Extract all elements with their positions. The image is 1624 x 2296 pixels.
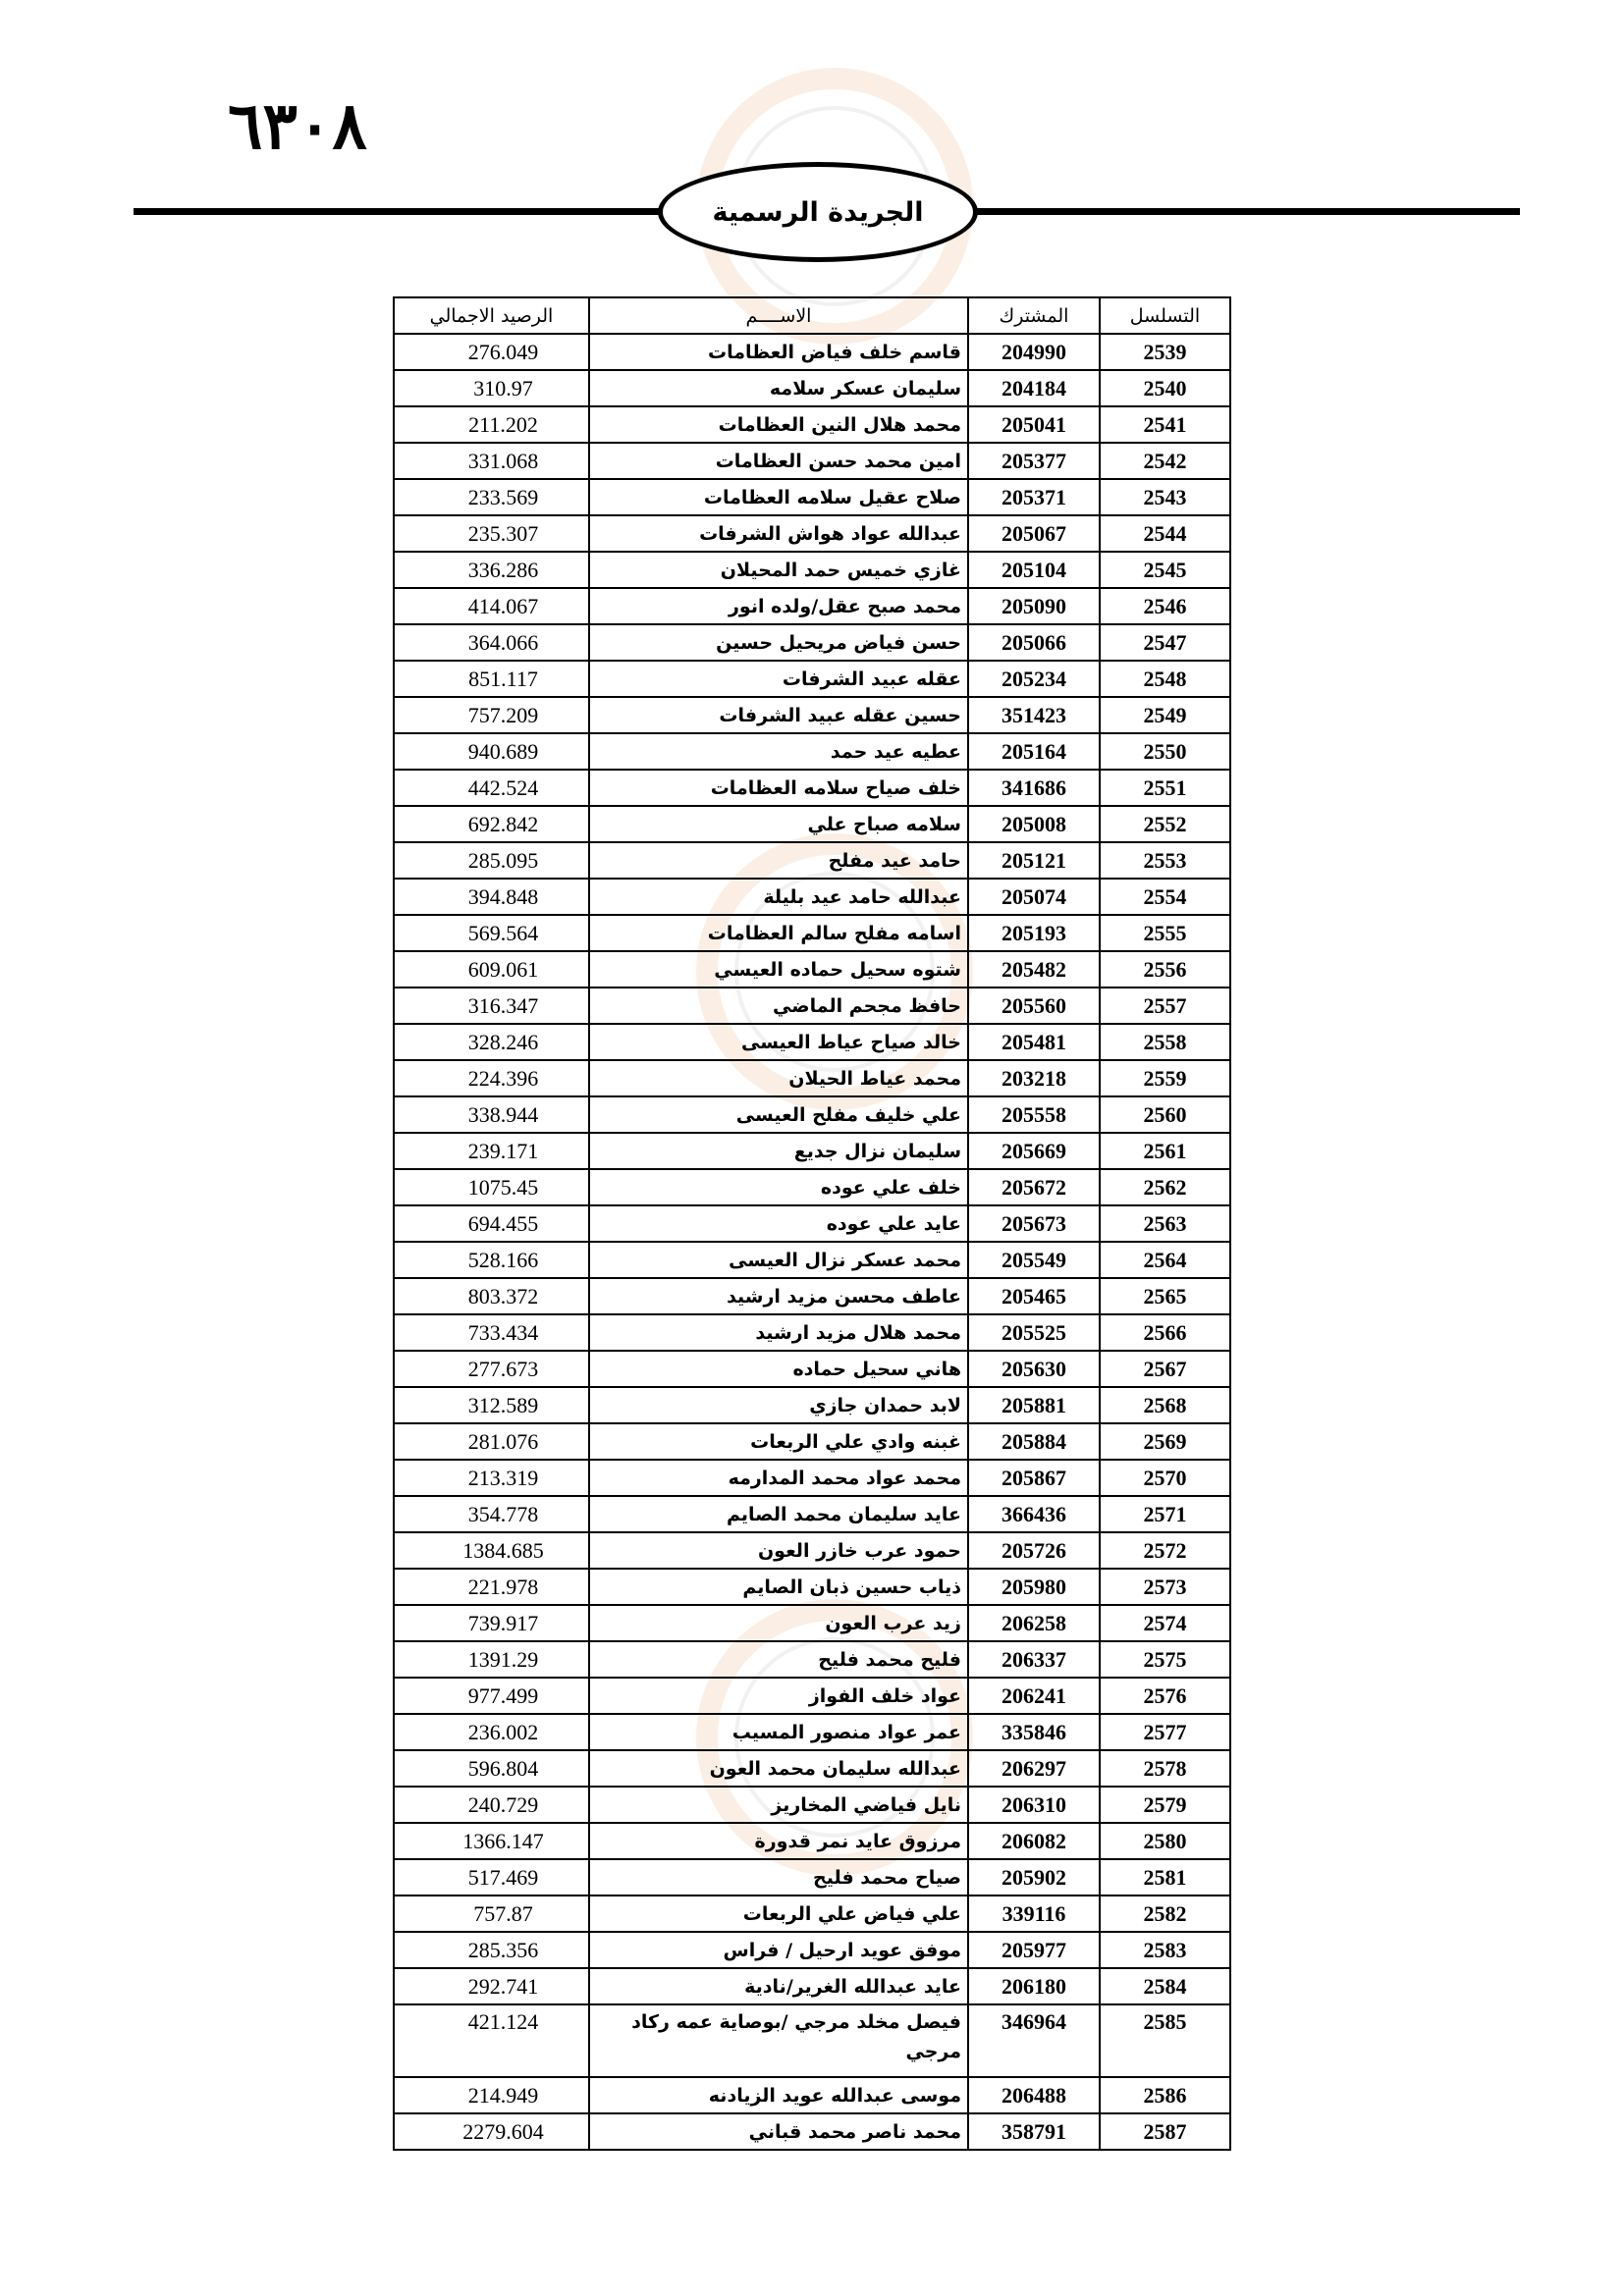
table-row <box>394 2004 1230 2077</box>
balance-cell: 421.124 <box>394 2004 589 2077</box>
table-row <box>394 588 1230 624</box>
name-cell: مرزوق عايد نمر قدورة <box>589 1823 968 1859</box>
name-cell: علي فياض علي الربعات <box>589 1896 968 1932</box>
table-row <box>394 1641 1230 1678</box>
balance-cell: 528.166 <box>394 1242 589 1278</box>
subscriber-cell: 205104 <box>968 552 1100 588</box>
gazette-title-badge <box>658 162 978 262</box>
subscriber-cell: 204990 <box>968 334 1100 370</box>
subscriber-cell: 205549 <box>968 1242 1100 1278</box>
column-header-balance: الرصيد الاجمالي <box>394 297 589 334</box>
subscriber-cell: 206258 <box>968 1605 1100 1641</box>
serial-cell: 2550 <box>1100 733 1230 770</box>
balance-cell: 211.202 <box>394 406 589 443</box>
balance-cell: 569.564 <box>394 915 589 951</box>
balance-cell: 310.97 <box>394 370 589 406</box>
table-row <box>394 661 1230 697</box>
name-cell: علي خليف مفلح العيسى <box>589 1096 968 1133</box>
balance-cell: 733.434 <box>394 1314 589 1351</box>
table-row <box>394 1896 1230 1932</box>
subscriber-cell: 205884 <box>968 1423 1100 1460</box>
name-cell: عبدالله عواد هواش الشرفات <box>589 515 968 552</box>
subscriber-cell: 341686 <box>968 770 1100 806</box>
subscriber-cell: 205067 <box>968 515 1100 552</box>
table-row <box>394 1496 1230 1532</box>
table-row <box>394 915 1230 951</box>
name-cell: سلامه صباح علي <box>589 806 968 842</box>
serial-cell: 2571 <box>1100 1496 1230 1532</box>
table-row <box>394 515 1230 552</box>
table-row <box>394 406 1230 443</box>
serial-cell: 2574 <box>1100 1605 1230 1641</box>
serial-cell: 2587 <box>1100 2113 1230 2150</box>
serial-cell: 2585 <box>1100 2004 1230 2077</box>
balance-cell: 442.524 <box>394 770 589 806</box>
subscriber-cell: 205090 <box>968 588 1100 624</box>
table-row <box>394 334 1230 370</box>
balance-cell: 239.171 <box>394 1133 589 1169</box>
serial-cell: 2557 <box>1100 988 1230 1024</box>
balance-cell: 336.286 <box>394 552 589 588</box>
name-cell: محمد صبح عقل/ولده انور <box>589 588 968 624</box>
subscriber-cell: 205672 <box>968 1169 1100 1205</box>
subscriber-cell: 205867 <box>968 1460 1100 1496</box>
subscriber-cell: 205234 <box>968 661 1100 697</box>
table-row <box>394 1387 1230 1423</box>
subscriber-cell: 206180 <box>968 1968 1100 2004</box>
subscriber-cell: 203218 <box>968 1060 1100 1096</box>
name-cell: عمر عواد منصور المسيب <box>589 1714 968 1750</box>
name-cell: محمد عسكر نزال العيسى <box>589 1242 968 1278</box>
subscriber-cell: 205560 <box>968 988 1100 1024</box>
name-cell: محمد عواد محمد المدارمه <box>589 1460 968 1496</box>
serial-cell: 2564 <box>1100 1242 1230 1278</box>
name-cell: عواد خلف الفواز <box>589 1678 968 1714</box>
table-row <box>394 1423 1230 1460</box>
table-row <box>394 988 1230 1024</box>
column-header-subscriber: المشترك <box>968 297 1100 334</box>
subscriber-cell: 206082 <box>968 1823 1100 1859</box>
subscriber-cell: 205726 <box>968 1532 1100 1569</box>
serial-cell: 2539 <box>1100 334 1230 370</box>
subscriber-cell: 205193 <box>968 915 1100 951</box>
balance-cell: 1384.685 <box>394 1532 589 1569</box>
name-cell: خلف علي عوده <box>589 1169 968 1205</box>
table-row <box>394 1714 1230 1750</box>
balance-cell: 394.848 <box>394 879 589 915</box>
serial-cell: 2561 <box>1100 1133 1230 1169</box>
balance-cell: 214.949 <box>394 2077 589 2113</box>
balance-cell: 364.066 <box>394 624 589 661</box>
serial-cell: 2544 <box>1100 515 1230 552</box>
name-cell: صياح محمد فليح <box>589 1859 968 1896</box>
subscriber-cell: 205980 <box>968 1569 1100 1605</box>
serial-cell: 2543 <box>1100 479 1230 515</box>
balance-cell: 414.067 <box>394 588 589 624</box>
balance-cell: 233.569 <box>394 479 589 515</box>
serial-cell: 2581 <box>1100 1859 1230 1896</box>
balance-cell: 692.842 <box>394 806 589 842</box>
name-cell: محمد هلال النين العظامات <box>589 406 968 443</box>
serial-cell: 2573 <box>1100 1569 1230 1605</box>
serial-cell: 2570 <box>1100 1460 1230 1496</box>
subscriber-cell: 206488 <box>968 2077 1100 2113</box>
serial-cell: 2552 <box>1100 806 1230 842</box>
page-number: ٦٣٠٨ <box>228 87 367 164</box>
balance-cell: 236.002 <box>394 1714 589 1750</box>
subscriber-cell: 366436 <box>968 1496 1100 1532</box>
subscriber-cell: 205008 <box>968 806 1100 842</box>
balance-cell: 224.396 <box>394 1060 589 1096</box>
name-cell: سليمان عسكر سلامه <box>589 370 968 406</box>
subscriber-cell: 346964 <box>968 2004 1100 2077</box>
name-cell: فليح محمد فليح <box>589 1641 968 1678</box>
balance-cell: 312.589 <box>394 1387 589 1423</box>
serial-cell: 2568 <box>1100 1387 1230 1423</box>
name-cell: عايد علي عوده <box>589 1205 968 1242</box>
serial-cell: 2555 <box>1100 915 1230 951</box>
serial-cell: 2572 <box>1100 1532 1230 1569</box>
column-header-serial: التسلسل <box>1100 297 1230 334</box>
table-row <box>394 733 1230 770</box>
serial-cell: 2553 <box>1100 842 1230 879</box>
subscriber-cell: 205164 <box>968 733 1100 770</box>
serial-cell: 2548 <box>1100 661 1230 697</box>
subscriber-cell: 205881 <box>968 1387 1100 1423</box>
table-row <box>394 1205 1230 1242</box>
table-row <box>394 2077 1230 2113</box>
table-row <box>394 951 1230 988</box>
subscriber-cell: 205121 <box>968 842 1100 879</box>
balance-cell: 977.499 <box>394 1678 589 1714</box>
serial-cell: 2566 <box>1100 1314 1230 1351</box>
table-row <box>394 806 1230 842</box>
table-header-row <box>394 297 1230 334</box>
serial-cell: 2541 <box>1100 406 1230 443</box>
table-row <box>394 1060 1230 1096</box>
table-row <box>394 1242 1230 1278</box>
name-cell: امين محمد حسن العظامات <box>589 443 968 479</box>
balance-cell: 517.469 <box>394 1859 589 1896</box>
subscriber-cell: 351423 <box>968 697 1100 733</box>
balance-cell: 213.319 <box>394 1460 589 1496</box>
name-cell: فيصل مخلد مرجي /بوصاية عمه ركاد مرجي <box>589 2004 968 2077</box>
name-cell: هاني سحيل حماده <box>589 1351 968 1387</box>
balance-cell: 757.209 <box>394 697 589 733</box>
table-row <box>394 1678 1230 1714</box>
subscriber-cell: 206337 <box>968 1641 1100 1678</box>
table-row <box>394 842 1230 879</box>
name-cell: موسى عبدالله عويد الزيادنه <box>589 2077 968 2113</box>
serial-cell: 2567 <box>1100 1351 1230 1387</box>
subscriber-cell: 335846 <box>968 1714 1100 1750</box>
subscriber-cell: 206241 <box>968 1678 1100 1714</box>
serial-cell: 2575 <box>1100 1641 1230 1678</box>
name-cell: اسامه مفلح سالم العظامات <box>589 915 968 951</box>
name-cell: عقله عبيد الشرفات <box>589 661 968 697</box>
table-row <box>394 1859 1230 1896</box>
name-cell: سليمان نزال جديع <box>589 1133 968 1169</box>
table-row <box>394 770 1230 806</box>
name-cell: موفق عويد ارحيل / فراس <box>589 1932 968 1968</box>
table-row <box>394 1024 1230 1060</box>
serial-cell: 2545 <box>1100 552 1230 588</box>
serial-cell: 2584 <box>1100 1968 1230 2004</box>
subscriber-cell: 205630 <box>968 1351 1100 1387</box>
name-cell: قاسم خلف فياض العظامات <box>589 334 968 370</box>
balance-cell: 1391.29 <box>394 1641 589 1678</box>
table-row <box>394 624 1230 661</box>
serial-cell: 2580 <box>1100 1823 1230 1859</box>
subscriber-cell: 205371 <box>968 479 1100 515</box>
name-cell: عبدالله حامد عيد بليلة <box>589 879 968 915</box>
balance-cell: 803.372 <box>394 1278 589 1314</box>
table-row <box>394 552 1230 588</box>
serial-cell: 2542 <box>1100 443 1230 479</box>
name-cell: حسن فياض مريحيل حسين <box>589 624 968 661</box>
serial-cell: 2576 <box>1100 1678 1230 1714</box>
balance-cell: 221.978 <box>394 1569 589 1605</box>
balance-cell: 851.117 <box>394 661 589 697</box>
name-cell: محمد هلال مزيد ارشيد <box>589 1314 968 1351</box>
serial-cell: 2559 <box>1100 1060 1230 1096</box>
table-row <box>394 370 1230 406</box>
serial-cell: 2546 <box>1100 588 1230 624</box>
serial-cell: 2540 <box>1100 370 1230 406</box>
balance-cell: 338.944 <box>394 1096 589 1133</box>
balance-cell: 277.673 <box>394 1351 589 1387</box>
name-cell: حمود عرب خازر العون <box>589 1532 968 1569</box>
balance-cell: 1075.45 <box>394 1169 589 1205</box>
name-cell: حسين عقله عبيد الشرفات <box>589 697 968 733</box>
serial-cell: 2558 <box>1100 1024 1230 1060</box>
serial-cell: 2583 <box>1100 1932 1230 1968</box>
balance-cell: 694.455 <box>394 1205 589 1242</box>
name-cell: شتوه سحيل حماده العيسي <box>589 951 968 988</box>
column-header-name: الاســــم <box>589 297 968 334</box>
table-row <box>394 1968 1230 2004</box>
balance-cell: 940.689 <box>394 733 589 770</box>
serial-cell: 2551 <box>1100 770 1230 806</box>
serial-cell: 2556 <box>1100 951 1230 988</box>
name-cell: عايد سليمان محمد الصايم <box>589 1496 968 1532</box>
subscriber-cell: 205669 <box>968 1133 1100 1169</box>
subscriber-cell: 205977 <box>968 1932 1100 1968</box>
subscribers-table <box>393 296 1231 2151</box>
balance-cell: 596.804 <box>394 1750 589 1787</box>
table-row <box>394 1932 1230 1968</box>
subscriber-cell: 204184 <box>968 370 1100 406</box>
serial-cell: 2547 <box>1100 624 1230 661</box>
serial-cell: 2562 <box>1100 1169 1230 1205</box>
table-row <box>394 1750 1230 1787</box>
name-cell: حامد عيد مفلح <box>589 842 968 879</box>
subscriber-cell: 339116 <box>968 1896 1100 1932</box>
table-row <box>394 697 1230 733</box>
balance-cell: 739.917 <box>394 1605 589 1641</box>
serial-cell: 2549 <box>1100 697 1230 733</box>
serial-cell: 2586 <box>1100 2077 1230 2113</box>
balance-cell: 276.049 <box>394 334 589 370</box>
balance-cell: 285.095 <box>394 842 589 879</box>
subscriber-cell: 205041 <box>968 406 1100 443</box>
balance-cell: 292.741 <box>394 1968 589 2004</box>
balance-cell: 757.87 <box>394 1896 589 1932</box>
table-row <box>394 1460 1230 1496</box>
balance-cell: 240.729 <box>394 1787 589 1823</box>
balance-cell: 235.307 <box>394 515 589 552</box>
serial-cell: 2563 <box>1100 1205 1230 1242</box>
table-row <box>394 1314 1230 1351</box>
serial-cell: 2560 <box>1100 1096 1230 1133</box>
table-row <box>394 1096 1230 1133</box>
serial-cell: 2565 <box>1100 1278 1230 1314</box>
balance-cell: 609.061 <box>394 951 589 988</box>
subscriber-cell: 206297 <box>968 1750 1100 1787</box>
balance-cell: 281.076 <box>394 1423 589 1460</box>
table-row <box>394 1787 1230 1823</box>
name-cell: عاطف محسن مزيد ارشيد <box>589 1278 968 1314</box>
subscriber-cell: 205074 <box>968 879 1100 915</box>
name-cell: ذياب حسين ذبان الصايم <box>589 1569 968 1605</box>
table-row <box>394 1532 1230 1569</box>
subscriber-cell: 205066 <box>968 624 1100 661</box>
name-cell: حافظ مجحم الماضي <box>589 988 968 1024</box>
name-cell: محمد ناصر محمد قباني <box>589 2113 968 2150</box>
table-row <box>394 1605 1230 1641</box>
name-cell: عبدالله سليمان محمد العون <box>589 1750 968 1787</box>
subscriber-cell: 205465 <box>968 1278 1100 1314</box>
name-cell: خلف صياح سلامه العظامات <box>589 770 968 806</box>
table-row <box>394 879 1230 915</box>
serial-cell: 2582 <box>1100 1896 1230 1932</box>
subscriber-cell: 358791 <box>968 2113 1100 2150</box>
subscriber-cell: 205525 <box>968 1314 1100 1351</box>
name-cell: لابد حمدان جازي <box>589 1387 968 1423</box>
balance-cell: 328.246 <box>394 1024 589 1060</box>
table-row <box>394 1351 1230 1387</box>
subscriber-cell: 205558 <box>968 1096 1100 1133</box>
balance-cell: 331.068 <box>394 443 589 479</box>
name-cell: عطيه عيد حمد <box>589 733 968 770</box>
name-cell: غازي خميس حمد المحيلان <box>589 552 968 588</box>
table-row <box>394 2113 1230 2150</box>
name-cell: غبنه وادي علي الربعات <box>589 1423 968 1460</box>
serial-cell: 2554 <box>1100 879 1230 915</box>
table-row <box>394 1569 1230 1605</box>
table-row <box>394 1133 1230 1169</box>
serial-cell: 2569 <box>1100 1423 1230 1460</box>
name-cell: محمد عياط الحيلان <box>589 1060 968 1096</box>
balance-cell: 316.347 <box>394 988 589 1024</box>
table-row <box>394 443 1230 479</box>
table-row <box>394 1823 1230 1859</box>
table-row <box>394 479 1230 515</box>
subscriber-cell: 205481 <box>968 1024 1100 1060</box>
serial-cell: 2579 <box>1100 1787 1230 1823</box>
subscriber-cell: 205377 <box>968 443 1100 479</box>
subscriber-cell: 205482 <box>968 951 1100 988</box>
balance-cell: 285.356 <box>394 1932 589 1968</box>
subscriber-cell: 205902 <box>968 1859 1100 1896</box>
serial-cell: 2578 <box>1100 1750 1230 1787</box>
gazette-title: الجريدة الرسمية <box>712 196 924 228</box>
subscriber-cell: 205673 <box>968 1205 1100 1242</box>
name-cell: نايل فياضي المخاريز <box>589 1787 968 1823</box>
balance-cell: 1366.147 <box>394 1823 589 1859</box>
subscriber-cell: 206310 <box>968 1787 1100 1823</box>
table-row <box>394 1278 1230 1314</box>
table-row <box>394 1169 1230 1205</box>
name-cell: صلاح عقيل سلامه العظامات <box>589 479 968 515</box>
name-cell: زيد عرب العون <box>589 1605 968 1641</box>
balance-cell: 2279.604 <box>394 2113 589 2150</box>
serial-cell: 2577 <box>1100 1714 1230 1750</box>
name-cell: عايد عبدالله الغرير/نادية <box>589 1968 968 2004</box>
balance-cell: 354.778 <box>394 1496 589 1532</box>
name-cell: خالد صياح عياط العيسى <box>589 1024 968 1060</box>
